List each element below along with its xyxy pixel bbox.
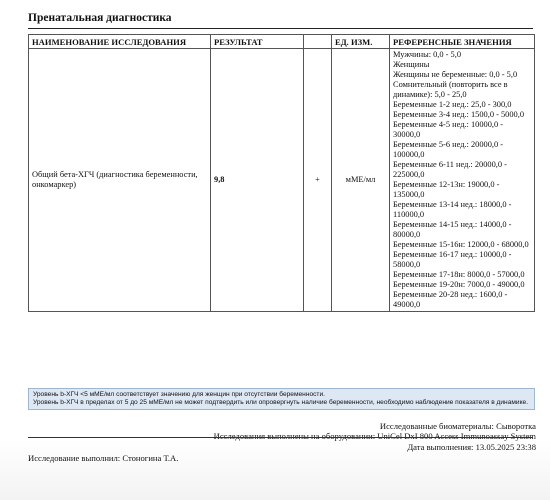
top-divider <box>28 28 533 29</box>
interpretation-note <box>28 388 535 410</box>
execution-date: Дата выполнения: 13.05.2025 23:38 <box>407 442 536 452</box>
header-name: НАИМЕНОВАНИЕ ИССЛЕДОВАНИЯ <box>29 35 211 49</box>
reference-line: Беременные 14-15 нед.: 14000,0 - 80000,0 <box>393 220 512 239</box>
reference-line: Беременные 5-6 нед.: 20000,0 - 100000,0 <box>393 140 504 159</box>
reference-line: Беременные 16-17 нед.: 10000,0 - 58000,0 <box>393 250 512 269</box>
test-unit: мМЕ/мл <box>332 49 390 312</box>
biomaterial-info: Исследованные биоматериалы: Сыворотка <box>379 421 536 431</box>
note-line: Уровень b-ХГЧ в пределах от 5 до 25 мМЕ/мл не может подтвердить или опровергнуть наличие беременности, необходимо наблюдение показателя в динамике. <box>33 399 529 407</box>
table-row <box>29 49 535 312</box>
reference-line: Женщины <box>393 60 430 69</box>
header-reference: РЕФЕРЕНСНЫЕ ЗНАЧЕНИЯ <box>390 35 535 49</box>
header-unit: ЕД. ИЗМ. <box>332 35 390 49</box>
reference-line: Беременные 3-4 нед.: 1500,0 - 5000,0 <box>393 110 525 119</box>
note-line: Уровень b-ХГЧ <5 мМЕ/мл соответствует значению для женщин при отсутствии беременности. <box>33 391 325 398</box>
reference-values <box>390 49 535 312</box>
reference-line: Женщины не беременные: 0,0 - 5,0 <box>393 70 518 79</box>
reference-line: Беременные 12-13н: 19000,0 - 135000,0 <box>393 180 500 199</box>
reference-line: Мужчины: 0,0 - 5,0 <box>393 50 462 59</box>
reference-line: Беременные 15-16н: 12000,0 - 68000,0 <box>393 240 529 249</box>
meta-divider <box>28 437 533 438</box>
reference-line: Беременные 17-18н: 8000,0 - 57000,0 <box>393 270 525 279</box>
reference-line: Беременные 1-2 нед.: 25,0 - 300,0 <box>393 100 512 109</box>
test-result: 9,8 <box>211 49 304 312</box>
reference-line: Беременные 13-14 нед.: 18000,0 - 110000,0 <box>393 200 512 219</box>
header-result: РЕЗУЛЬТАТ <box>211 35 304 49</box>
equipment-info: Исследования выполнены на оборудовании: UniCel DxI 800 Access Immunoassay System <box>213 431 536 441</box>
header-flag <box>304 35 332 49</box>
result-flag: + <box>304 49 332 312</box>
section-title: Пренатальная диагностика <box>28 12 172 24</box>
test-name: Общий бета-ХГЧ (диагностика беременности, онкомаркер) <box>29 49 211 312</box>
table-header-row <box>29 35 535 49</box>
results-table <box>28 34 535 312</box>
reference-line: Сомнительный (повторить все в динамике): 5,0 - 25,0 <box>393 80 508 99</box>
reference-line: Беременные 19-20н: 7000,0 - 49000,0 <box>393 280 525 289</box>
performer-info: Исследование выполнил: Стоногина Т.А. <box>28 453 179 463</box>
reference-line: Беременные 20-28 нед.: 1600,0 - 49000,0 <box>393 290 508 309</box>
reference-line: Беременные 4-5 нед.: 10000,0 - 30000,0 <box>393 120 504 139</box>
reference-line: Беременные 6-11 нед.: 20000,0 - 225000,0 <box>393 160 507 179</box>
